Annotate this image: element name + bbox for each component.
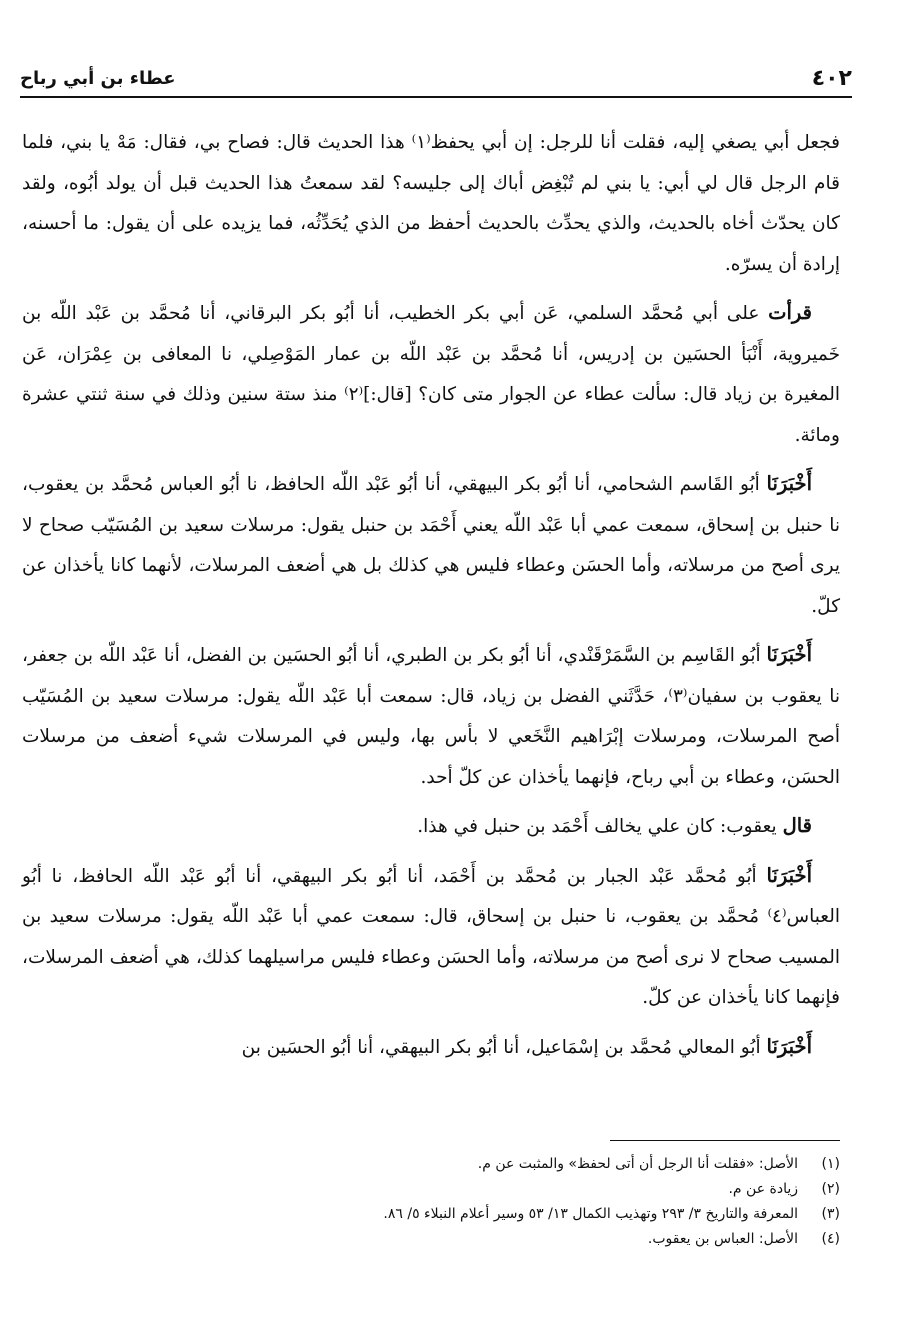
paragraph-lead: أَخْبَرَنَا [766, 643, 812, 666]
footnote [22, 1177, 840, 1202]
footnote-number: (١) [821, 1156, 840, 1172]
footnote [22, 1152, 840, 1177]
paragraph-text: على أبي مُحمَّد السلمي، عَن أبي بكر الخطيب، أنا أبُو بكر البرقاني، أنا مُحمَّد بن عَبْد اللّه بن خَميروية، أَنْبَأ الحسَين بن إدريس، أنا مُحمَّد بن عَبْد اللّه بن عمار المَوْصِلي، نا المعافى بن عِمْرَان، عَن المغيرة بن زياد قال: سألت عطاء عن الجوار متى كان؟ [قال:]⁽٢⁾ منذ ستة سنين وذلك في سنة ثنتي عشرة ومائة. [22, 303, 840, 446]
paragraph-1 [22, 122, 840, 285]
paragraph-text: يعقوب: كان علي يخالف أَحْمَد بن حنبل في هذا. [417, 816, 783, 837]
paragraph-text: أبُو المعالي مُحمَّد بن إسْمَاعيل، أنا أبُو بكر البيهقي، أنا أبُو الحسَين بن [241, 1036, 767, 1058]
paragraph-lead: أَخْبَرَنَا [766, 472, 812, 495]
paragraph-lead: أَخْبَرَنَا [766, 863, 812, 887]
page-number: ٤٠٢ [811, 66, 852, 91]
running-header [20, 62, 852, 98]
footnote-text: الأصل: العباس بن يعقوب. [647, 1231, 798, 1247]
paragraph-lead: قال [782, 814, 812, 837]
paragraph-5 [22, 806, 840, 848]
footnote-number: (٤) [821, 1231, 840, 1247]
footnote-number: (٢) [821, 1181, 840, 1197]
footnote [22, 1227, 840, 1252]
paragraph-4 [22, 635, 840, 798]
footnote-divider [610, 1140, 840, 1141]
paragraph-2 [22, 293, 840, 456]
footnote-text: زيادة عن م. [728, 1181, 798, 1197]
footnote [22, 1202, 840, 1227]
paragraph-lead: أَخْبَرَنَا [766, 1034, 812, 1058]
paragraph-text: أبُو القَاسِم بن السَّمَرْقَنْدي، أنا أبُو بكر بن الطبري، أنا أبُو الحسَين بن الفضل، أنا عَبْد اللّه بن جعفر، نا يعقوب بن سفيان⁽٣⁾، حَدَّثَني الفضل بن زياد، قال: سمعت أبا عَبْد اللّه يقول: مرسلات سعيد بن المُسَيّب أصح المرسلات، ومرسلات إبْرَاهيم النَّخَعي لا بأس بها، وليس في المرسلات شيء أضعف من مرسلات الحسَن، وعطاء بن أبي رباح، فإنهما يأخذان عن كلّ أحد. [22, 645, 840, 788]
footnote-number: (٣) [821, 1206, 840, 1222]
paragraph-text: فجعل أبي يصغي إليه، فقلت أنا للرجل: إن أبي يحفظ⁽١⁾ هذا الحديث قال: فصاح بي، فقال: مَهْ يا بني، فلما قام الرجل قال لي أبي: يا بني لم تُبْغِض أباك إلى جليسه؟ لقد سمعتُ هذا الحديث قبل أن يولد أبُوه، ولقد كان يحدّث أخاه بالحديث، والذي يحدِّث بالحديث أحفظ من الذي يُحَدِّثُه، فما يزيده على أن يقول: ما أحسنه، إرادة أن يسرّه. [22, 132, 840, 275]
footnotes [22, 1152, 840, 1252]
paragraph-lead: قرأت [768, 301, 812, 324]
page-heading: عطاء بن أبي رباح [20, 68, 176, 89]
paragraph-text: أبُو مُحمَّد عَبْد الجبار بن مُحمَّد بن أَحْمَد، أنا أبُو بكر البيهقي، أنا أبُو عَبْد اللّه الحافظ، نا أبُو العباس⁽٤⁾ مُحمَّد بن يعقوب، نا حنبل بن إسحاق، قال: سمعت عمي أبا عَبْد اللّه يقول: مرسلات سعيد بن المسيب صحاح لا نرى أصح من مرسلاته، وأما الحسَن وعطاء فليس مراسيلهما كذلك، هي أضعف المرسلات، فإنهما كانا يأخذان عن كلّ. [22, 865, 840, 1008]
paragraph-3 [22, 464, 840, 627]
footnote-text: الأصل: «فقلت أنا الرجل أن أتى لحفظ» والمثبت عن م. [477, 1156, 798, 1172]
footnote-text: المعرفة والتاريخ ٣/ ٢٩٣ وتهذيب الكمال ١٣/ ٥٣ وسير أعلام النبلاء ٥/ ٨٦. [383, 1206, 798, 1222]
paragraph-text: أبُو القَاسم الشحامي، أنا أبُو بكر البيهقي، أنا أبُو عَبْد اللّه الحافظ، نا أبُو العباس مُحمَّد بن يعقوب، نا حنبل بن إسحاق، سمعت عمي أبا عَبْد اللّه يعني أَحْمَد بن حنبل يقول: مرسلات سعيد بن المُسَيّب صحاح لا يرى أصح من مرسلاته، وأما الحسَن وعطاء فليس هي كذلك بل هي أضعف المرسلات، لأنهما كانا يأخذان عن كلّ. [22, 474, 840, 617]
main-text [22, 122, 840, 1076]
paragraph-6 [22, 856, 840, 1019]
paragraph-7 [22, 1027, 840, 1069]
